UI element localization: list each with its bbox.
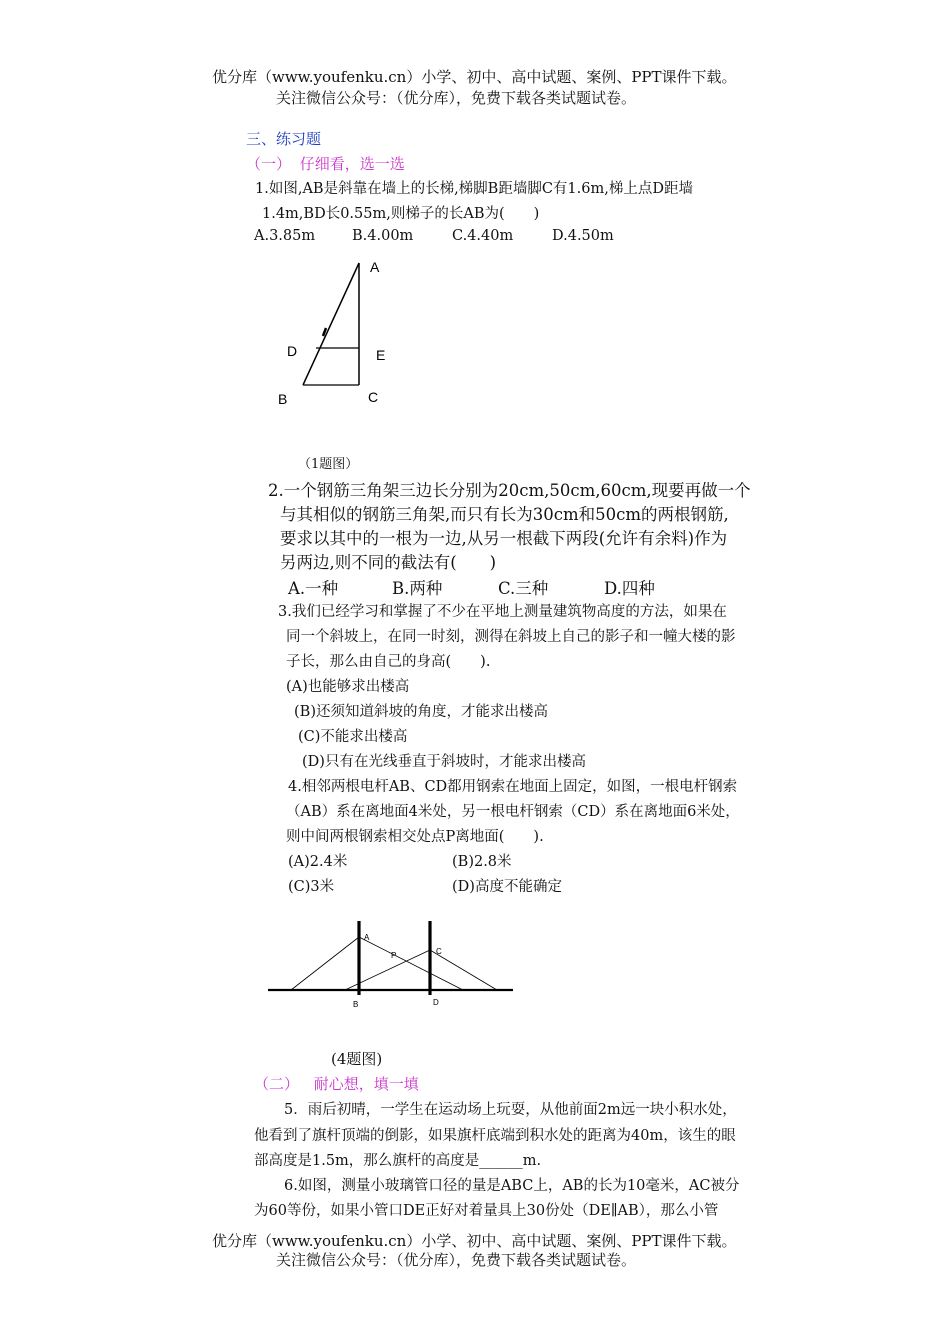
q2-option-c: C.三种 [498,579,549,598]
part2-heading [254,1073,419,1094]
q1-option-b: B.4.00m [352,228,414,244]
q4-option-b: (B)2.8米 [452,854,512,870]
q4-option-a: (A)2.4米 [288,854,348,870]
q4-option-d: (D)高度不能确定 [452,879,562,895]
label-b: B [278,391,288,407]
label-b: B [353,1000,359,1009]
q3-line-3: 子长，那么由自己的身高( ). [286,654,491,670]
label-p: P [391,951,397,960]
label-a: A [364,933,370,942]
q5-line-2: 他看到了旗杆顶端的倒影，如果旗杆底端到积水处的距离为40m，该生的眼 [254,1128,736,1144]
footer-line-1: 优分库（www.youfenku.cn）小学、初中、高中试题、案例、PPT课件下载。 [212,1232,737,1250]
q1-line-1: 1.如图,AB是斜靠在墙上的长梯,梯脚B距墙脚C有1.6m,梯上点D距墙 [255,181,693,197]
q6-line-1: 6.如图，测量小玻璃管口径的量是ABC上，AB的长为10毫米，AC被分 [284,1178,740,1194]
q3-option-b: (B)还须知道斜坡的角度，才能求出楼高 [294,704,548,720]
footer-line-2: 关注微信公众号：（优分库），免费下载各类试题试卷。 [276,1251,637,1269]
q4-line-2: （AB）系在离地面4米处，另一根电杆钢索（CD）系在离地面6米处， [286,804,740,820]
part2-title: 耐心想，填一填 [313,1075,419,1093]
part1-title: 仔细看，选一选 [299,155,405,173]
label-e: E [376,347,386,363]
q2-line-1: 2.一个钢筋三角架三边长分别为20cm,50cm,60cm,现要再做一个 [268,481,751,500]
header-line-1: 优分库（www.youfenku.cn）小学、初中、高中试题、案例、PPT课件下载。 [212,68,737,86]
q1-ladder-figure [270,252,400,412]
q1-line-2: 1.4m,BD长0.55m,则梯子的长AB为( ) [262,206,540,222]
q1-caption: （1题图） [298,457,359,472]
q3-option-c: (C)不能求出楼高 [298,729,408,745]
part2-number: （二） [254,1075,300,1093]
header-line-2: 关注微信公众号：（优分库），免费下载各类试题试卷。 [276,89,637,107]
q5-line-3: 部高度是1.5m，那么旗杆的高度是______m. [254,1153,542,1169]
label-c: C [368,389,379,405]
q4-line-1: 4.相邻两根电杆AB、CD都用钢索在地面上固定，如图，一根电杆钢索 [288,779,738,795]
label-d: D [433,998,439,1007]
q1-option-c: C.4.40m [452,228,514,244]
label-c: C [436,947,442,956]
label-a: A [370,259,380,275]
q4-caption: (4题图) [331,1050,383,1068]
section-title: 三、练习题 [246,130,322,148]
q2-option-d: D.四种 [604,579,655,598]
cable-a-right [359,937,463,990]
q2-line-3: 要求以其中的一根为一边,从另一根截下两段(允许有余料)作为 [280,529,728,548]
q4-option-c: (C)3米 [288,879,335,895]
q1-option-a: A.3.85m [254,228,316,244]
q3-line-1: 3.我们已经学习和掌握了不少在平地上测量建筑物高度的方法，如果在 [278,604,727,620]
part1-number: （一） [246,155,292,173]
q1-option-d: D.4.50m [552,228,614,244]
label-d: D [287,343,298,359]
q2-option-a: A.一种 [288,579,339,598]
part1-heading [246,153,405,174]
q3-line-2: 同一个斜坡上，在同一时刻，测得在斜坡上自己的影子和一幢大楼的影 [286,629,736,645]
cable-c-right [430,950,497,990]
q2-line-4: 另两边,则不同的截法有( ) [280,553,497,572]
q2-option-b: B.两种 [392,579,443,598]
ladder-line-ab [303,263,359,385]
q3-option-d: (D)只有在光线垂直于斜坡时，才能求出楼高 [302,754,586,770]
q4-line-3: 则中间两根钢索相交处点P离地面( ). [286,829,544,845]
q6-line-2: 为60等份，如果小管口DE正好对着量具上30份处（DE∥AB），那么小管 [254,1203,719,1219]
cable-a-left [291,937,359,990]
q5-line-1: 5．雨后初晴，一学生在运动场上玩耍，从他前面2m远一块小积水处， [284,1102,737,1118]
q3-option-a: (A)也能够求出楼高 [286,679,410,695]
q2-line-2: 与其相似的钢筋三角架,而只有长为30cm和50cm的两根钢筋, [280,505,729,524]
q4-poles-figure [265,915,520,1015]
